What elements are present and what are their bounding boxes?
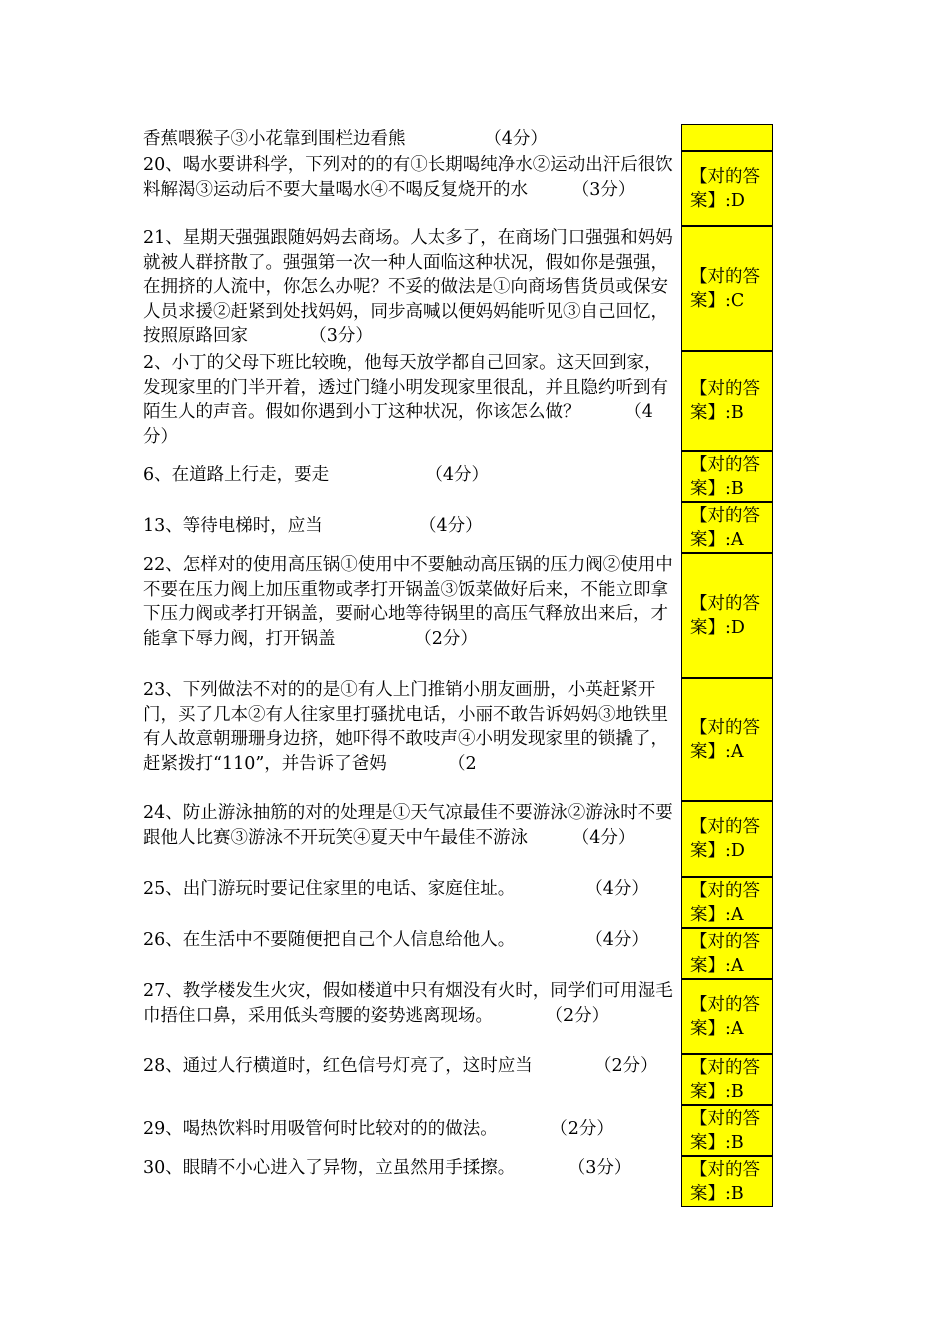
question-text-content: 25、出门游玩时要记住家里的电话、家庭住址。 （4分） xyxy=(143,879,649,899)
question-text xyxy=(143,226,673,349)
question-row xyxy=(0,451,950,502)
question-row xyxy=(0,979,950,1054)
answer-text: 【对的答案】:B xyxy=(690,1108,760,1153)
question-text-content: 13、等待电梯时，应当 （4分） xyxy=(143,516,483,536)
question-row xyxy=(0,553,950,678)
question-text-content: 21、星期天强强跟随妈妈去商场。人太多了，在商场门口强强和妈妈就被人群挤散了。强强第一次一种人面临这种状况，假如你是强强，在拥挤的人流中，你怎么办呢？不妥的做法是①向商场售货员或保安人员求援②赶紧到处找妈妈，同步高喊以便妈妈能听见③自己回忆，按照原路回家 （3分） xyxy=(143,228,673,346)
question-text xyxy=(143,351,673,449)
answer-cell xyxy=(681,1054,773,1105)
question-text xyxy=(143,127,673,152)
question-text xyxy=(143,979,673,1028)
answer-text: 【对的答案】:B xyxy=(690,1057,760,1102)
answer-text: 【对的答案】:B xyxy=(690,454,760,499)
question-text xyxy=(143,877,673,902)
question-text-content: 28、通过人行横道时，红色信号灯亮了，这时应当 （2分） xyxy=(143,1056,658,1076)
question-row xyxy=(0,226,950,351)
answer-cell xyxy=(681,678,773,801)
question-text xyxy=(143,514,673,539)
question-text-content: 22、怎样对的使用高压锅①使用中不要触动高压锅的压力阀②使用中不要在压力阀上加压重物或孝打开锅盖③饭菜做好后来，不能立即拿下压力阀或孝打开锅盖，要耐心地等待锅里的高压气释放出来后，才能拿下辱力阀，打开锅盖 （2分） xyxy=(143,555,673,649)
answer-cell xyxy=(681,801,773,877)
answer-text: 【对的答案】:D xyxy=(690,593,760,638)
question-row xyxy=(0,1105,950,1156)
question-row xyxy=(0,1054,950,1105)
question-row xyxy=(0,928,950,979)
question-text-content: 27、教学楼发生火灾，假如楼道中只有烟没有火时，同学们可用湿毛巾捂住口鼻，采用低头弯腰的姿势逃离现场。 （2分） xyxy=(143,981,673,1026)
question-row xyxy=(0,151,950,226)
question-row xyxy=(0,124,950,151)
question-text-content: 26、在生活中不要随便把自己个人信息给他人。 （4分） xyxy=(143,930,649,950)
question-text-content: 6、在道路上行走，要走 （4分） xyxy=(143,465,490,485)
answer-text: 【对的答案】:B xyxy=(690,1159,760,1204)
answer-cell xyxy=(681,502,773,553)
answer-cell xyxy=(681,877,773,928)
question-text xyxy=(143,1117,673,1142)
question-text-content: 香蕉喂猴子③小花靠到围栏边看熊 （4分） xyxy=(143,129,548,149)
answer-text: 【对的答案】:A xyxy=(690,717,760,762)
question-text xyxy=(143,1156,673,1181)
question-text xyxy=(143,1054,673,1079)
answer-cell xyxy=(681,151,773,226)
answer-text: 【对的答案】:C xyxy=(690,266,760,311)
question-text-content: 2、小丁的父母下班比较晚，他每天放学都自己回家。这天回到家，发现家里的门半开着，透过门缝小明发现家里很乱，并且隐约听到有陌生人的声音。假如你遇到小丁这种状况，你该怎么做？ （4分） xyxy=(143,353,668,447)
question-text xyxy=(143,678,673,776)
question-text-content: 29、喝热饮料时用吸管何时比较对的的做法。 （2分） xyxy=(143,1119,614,1139)
question-row xyxy=(0,502,950,553)
answer-cell xyxy=(681,226,773,351)
question-text xyxy=(143,553,673,651)
answer-cell xyxy=(681,553,773,678)
answer-cell xyxy=(681,928,773,979)
answer-text: 【对的答案】:A xyxy=(690,994,760,1039)
question-text xyxy=(143,463,673,488)
question-row xyxy=(0,1156,950,1207)
answer-cell xyxy=(681,351,773,451)
question-text-content: 24、防止游泳抽筋的对的处理是①天气凉最佳不要游泳②游泳时不要跟他人比赛③游泳不开玩笑④夏天中午最佳不游泳 （4分） xyxy=(143,803,673,848)
answer-cell xyxy=(681,451,773,502)
question-text xyxy=(143,801,673,850)
question-text-content: 23、下列做法不对的的是①有人上门推销小朋友画册，小英赶紧开门，买了几本②有人往家里打骚扰电话，小丽不敢告诉妈妈③地铁里有人故意朝珊珊身边挤，她吓得不敢吱声④小明发现家里的锁撬了，赶紧拨打“110”，并告诉了爸妈 （2 xyxy=(143,680,668,774)
answer-text: 【对的答案】:D xyxy=(690,166,760,211)
answer-cell xyxy=(681,1156,773,1207)
question-text xyxy=(143,928,673,953)
question-row xyxy=(0,877,950,928)
question-row xyxy=(0,678,950,801)
question-text xyxy=(143,153,673,202)
question-row xyxy=(0,351,950,451)
answer-cell xyxy=(681,124,773,151)
question-row xyxy=(0,801,950,877)
answer-text: 【对的答案】:A xyxy=(690,931,760,976)
question-text-content: 20、喝水要讲科学，下列对的的有①长期喝纯净水②运动出汗后很饮料解渴③运动后不要大量喝水④不喝反复烧开的水 （3分） xyxy=(143,155,673,200)
answer-text: 【对的答案】:D xyxy=(690,817,760,861)
answer-cell xyxy=(681,979,773,1054)
answer-cell xyxy=(681,1105,773,1156)
question-text-content: 30、眼睛不小心进入了异物，立虽然用手揉擦。 （3分） xyxy=(143,1158,632,1178)
answer-text: 【对的答案】:A xyxy=(690,880,760,925)
answer-text: 【对的答案】:B xyxy=(690,379,760,423)
answer-text: 【对的答案】:A xyxy=(690,505,760,550)
